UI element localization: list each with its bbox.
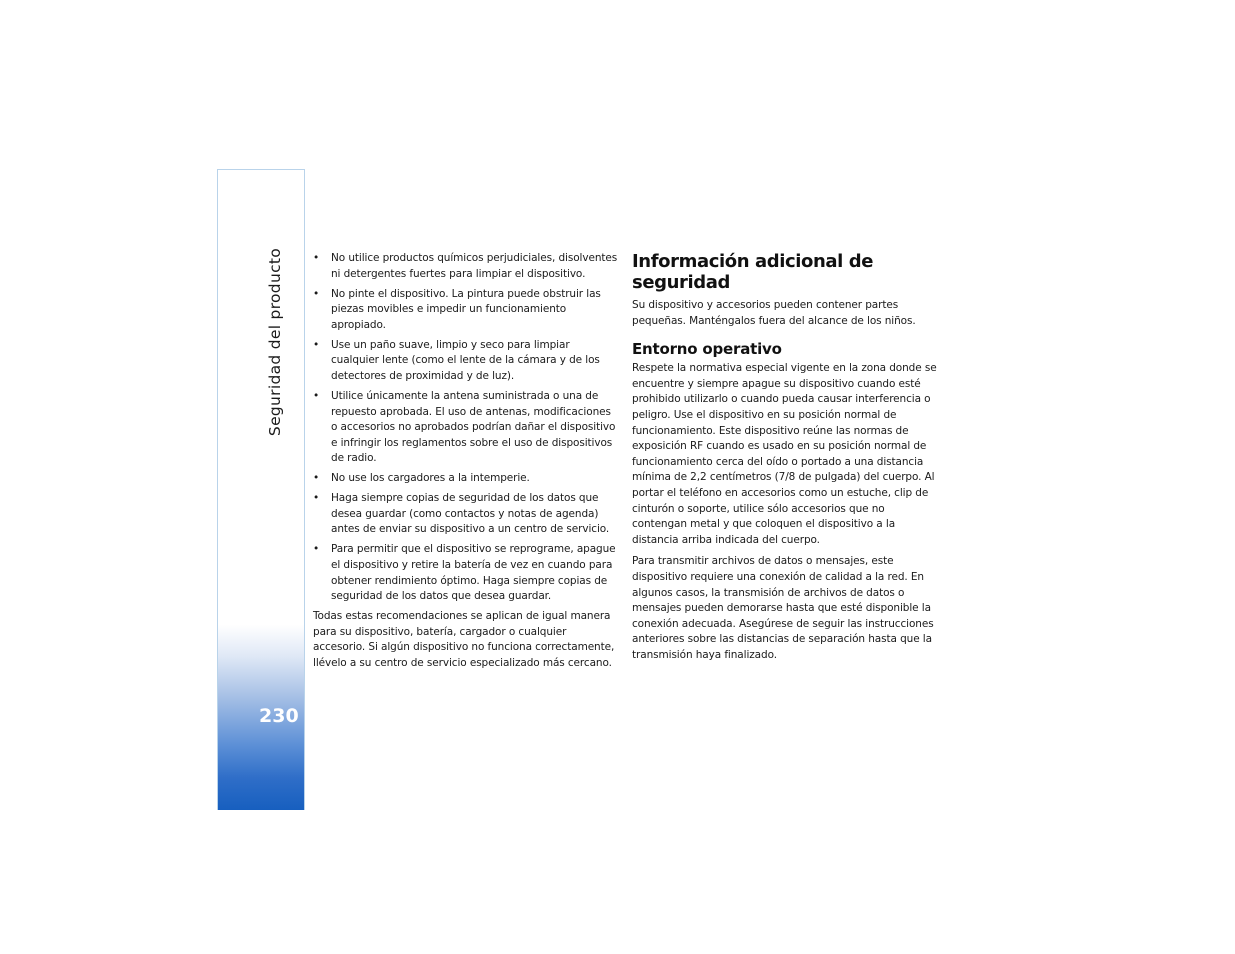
bullet-icon: • [313, 472, 320, 485]
bullet-icon: • [313, 543, 320, 556]
left-column [313, 251, 618, 672]
list-item-text: Use un paño suave, limpio y seco para limpiar cualquier lente (como el lente de la cámara y de los detectores de proximidad y de luz). [331, 338, 600, 382]
subsection-heading: Entorno operativo [632, 340, 782, 359]
bullet-icon: • [313, 287, 320, 300]
list-item-text: Para permitir que el dispositivo se reprograme, apague el dispositivo y retire la batería de vez en cuando para obtener rendimiento óptimo. Haga siempre copias de seguridad de los datos que desea guardar. [331, 543, 616, 603]
bullet-icon: • [313, 389, 320, 402]
right-column [632, 251, 937, 663]
list-item [313, 338, 618, 385]
list-item-text: Utilice únicamente la antena suministrada o una de repuesto aprobada. El uso de antenas, modificaciones o accesorios no aprobados podrían dañar el dispositivo e infringir los reglamentos sobre el uso de dispositivos de radio. [331, 389, 616, 465]
page-number: 230 [259, 705, 299, 727]
intro-paragraph: Su dispositivo y accesorios pueden contener partes pequeñas. Manténgalos fuera del alcance de los niños. [632, 299, 916, 327]
list-item-text: No use los cargadores a la intemperie. [331, 472, 530, 485]
bullet-list [313, 251, 618, 605]
bullet-icon: • [313, 492, 320, 505]
section-title: Seguridad del producto [266, 247, 284, 437]
list-item [313, 389, 618, 467]
list-item-text: No pinte el dispositivo. La pintura puede obstruir las piezas movibles e impedir un funcionamiento apropiado. [331, 287, 601, 331]
list-item [313, 542, 618, 604]
list-item-text: No utilice productos químicos perjudiciales, disolventes ni detergentes fuertes para limpiar el dispositivo. [331, 252, 618, 280]
list-item [313, 287, 618, 334]
section-heading: Información adicional de seguridad [632, 251, 874, 293]
body-paragraph: Para transmitir archivos de datos o mensajes, este dispositivo requiere una conexión de calidad a la red. En algunos casos, la transmisión de archivos de datos o mensajes pueden demorarse hasta que esté disponible la conexión adecuada. Asegúrese de seguir las instrucciones anteriores sobre las distancias de separación hasta que la transmisión haya finalizado. [632, 555, 934, 661]
bullet-icon: • [313, 338, 320, 351]
list-item [313, 471, 618, 487]
bullet-icon: • [313, 252, 320, 264]
closing-paragraph: Todas estas recomendaciones se aplican de igual manera para su dispositivo, batería, cargador o cualquier accesorio. Si algún dispositivo no funciona correctamente, llévelo a su centro de servicio especializado más cercano. [313, 610, 615, 669]
list-item [313, 491, 618, 538]
list-item [313, 251, 618, 282]
body-paragraph: Respete la normativa especial vigente en la zona donde se encuentre y siempre apague su dispositivo cuando esté prohibido utilizarlo o cuando pueda causar interferencia o peligro. Use el dispositivo en su posición normal de funcionamiento. Este dispositivo reúne las normas de exposición RF cuando es usado en su posición normal de funcionamiento cerca del oído o portado a una distancia mínima de 2,2 centímetros (7/8 de pulgada) del cuerpo. Al portar el teléfono en accesorios como un estuche, clip de cinturón o soporte, utilice sólo accesorios que no contengan metal y que coloquen el dispositivo a la distancia arriba indicada del cuerpo. [632, 362, 937, 546]
list-item-text: Haga siempre copias de seguridad de los datos que desea guardar (como contactos y notas de agenda) antes de enviar su dispositivo a un centro de servicio. [331, 492, 610, 536]
